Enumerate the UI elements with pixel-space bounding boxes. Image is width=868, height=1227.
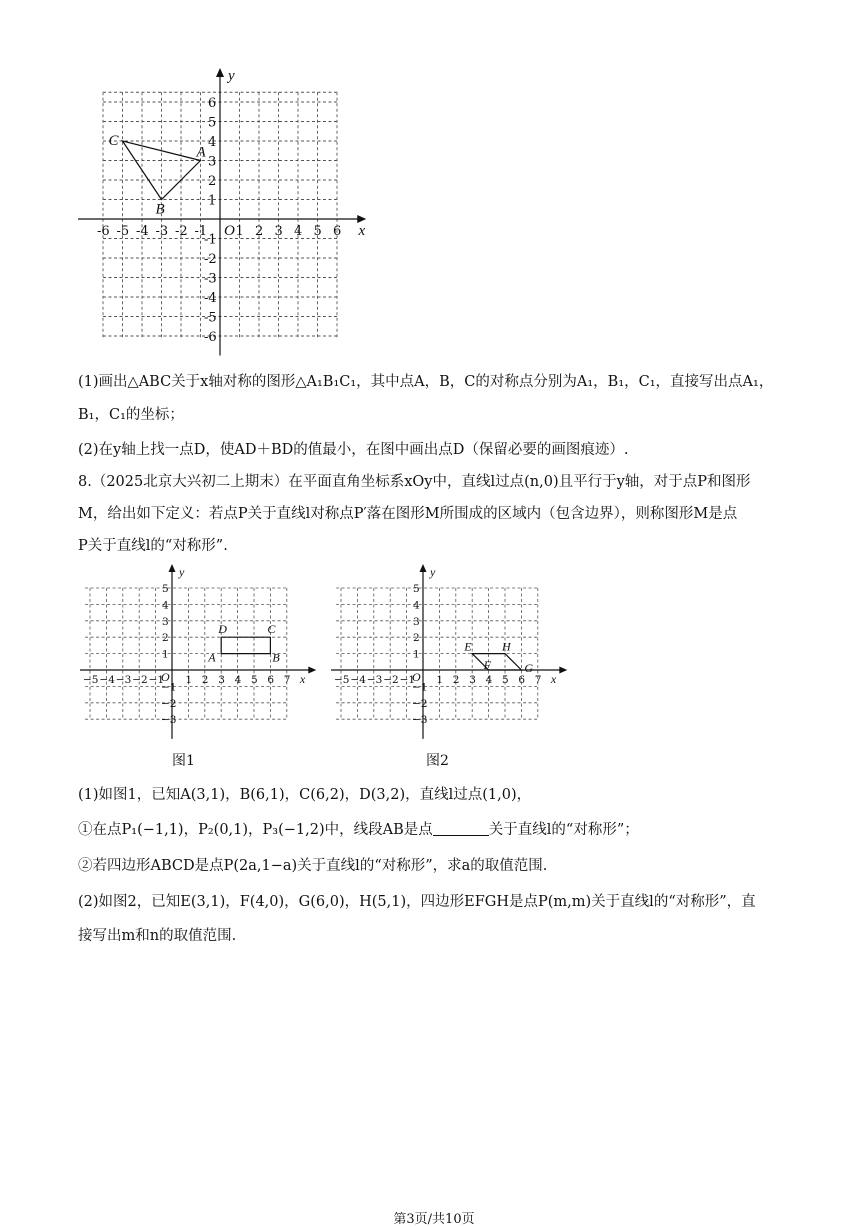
y-axis-arrow bbox=[169, 564, 176, 572]
y-tick-label: 1 bbox=[208, 193, 217, 209]
y-tick-label: 4 bbox=[208, 135, 217, 150]
y-tick-label: −1 bbox=[161, 681, 177, 694]
x-tick-label: -3 bbox=[155, 224, 169, 239]
x-tick-label: 7 bbox=[534, 674, 542, 686]
y-tick-label: -3 bbox=[204, 271, 217, 287]
x-tick-label: 1 bbox=[235, 224, 244, 239]
y-tick-label: -6 bbox=[204, 330, 217, 345]
y-tick-label: 4 bbox=[162, 599, 169, 612]
q8-part1a bbox=[78, 820, 639, 840]
y-axis-label: y bbox=[179, 565, 185, 579]
q8-part1a-post: 关于直线l的“对称形”； bbox=[488, 822, 639, 838]
q8-stem-line1: 8.（2025北京大兴初二上期末）在平面直角坐标系xOy中，直线l过点(n,0)且平行于y轴，对于点P和图形 bbox=[78, 474, 751, 490]
x-axis-label: x bbox=[550, 672, 557, 686]
x-tick-label: −2 bbox=[132, 674, 148, 686]
x-tick-label: −4 bbox=[350, 674, 366, 686]
y-tick-label: 2 bbox=[208, 174, 217, 189]
y-axis-label: y bbox=[430, 565, 436, 579]
x-tick-label: −3 bbox=[115, 674, 132, 686]
vertex-label-g: G bbox=[524, 661, 534, 675]
x-tick-label: -1 bbox=[194, 224, 208, 239]
x-tick-label: 4 bbox=[485, 674, 493, 686]
origin-label: O bbox=[224, 223, 235, 239]
y-tick-label: -4 bbox=[204, 291, 217, 306]
rectangle-abcd bbox=[221, 637, 270, 653]
q8-part1: (1)如图1，已知A(3,1)，B(6,1)，C(6,2)，D(3,2)，直线l过点(1,0)， bbox=[78, 787, 532, 803]
x-tick-label: 6 bbox=[518, 674, 526, 686]
y-tick-label: −3 bbox=[161, 714, 177, 727]
coordinate-figure-top bbox=[70, 66, 380, 366]
x-tick-label: 2 bbox=[201, 674, 209, 686]
vertex-label-c: C bbox=[267, 622, 276, 637]
x-tick-label: 2 bbox=[255, 224, 264, 239]
x-tick-label: 5 bbox=[502, 674, 509, 686]
y-tick-label: 3 bbox=[208, 154, 217, 170]
origin-label: O bbox=[161, 670, 170, 684]
y-tick-label: 2 bbox=[162, 632, 169, 645]
x-tick-label: −3 bbox=[366, 674, 383, 686]
y-tick-label: −2 bbox=[412, 697, 428, 710]
x-tick-label: −5 bbox=[83, 674, 99, 686]
x-axis-arrow bbox=[559, 667, 567, 674]
y-tick-label: 5 bbox=[208, 115, 217, 131]
x-tick-label: 6 bbox=[333, 224, 342, 239]
answer-blank[interactable] bbox=[433, 821, 489, 836]
vertex-label-h: H bbox=[502, 639, 511, 654]
x-tick-label: -2 bbox=[175, 224, 188, 239]
x-tick-label: −2 bbox=[383, 674, 399, 686]
x-tick-label: −5 bbox=[334, 674, 350, 686]
x-tick-label: 3 bbox=[469, 674, 476, 686]
y-axis-arrow bbox=[216, 68, 224, 77]
x-tick-label: -6 bbox=[97, 224, 110, 239]
coordinate-grid-figure-2 bbox=[327, 562, 577, 744]
quadrilateral-efgh bbox=[472, 654, 521, 670]
x-tick-label: 4 bbox=[234, 674, 242, 686]
x-tick-label: −1 bbox=[399, 674, 416, 686]
y-tick-label: 1 bbox=[162, 648, 169, 661]
origin-label: O bbox=[412, 670, 421, 684]
y-tick-label: -1 bbox=[204, 232, 217, 248]
x-tick-label: -5 bbox=[116, 224, 130, 239]
y-tick-label: 4 bbox=[413, 599, 420, 612]
y-tick-label: 2 bbox=[413, 632, 420, 645]
figure-1 bbox=[76, 562, 326, 744]
vertex-label-e: E bbox=[464, 639, 472, 654]
y-tick-label: 5 bbox=[413, 583, 420, 595]
q8-part2: (2)如图2，已知E(3,1)，F(4,0)，G(6,0)，H(5,1)，四边形EFGH是点P(m,m)关于直线l的“对称形”，直 bbox=[78, 894, 756, 910]
y-tick-label: 6 bbox=[208, 96, 217, 111]
vertex-label-f: F bbox=[483, 658, 491, 672]
x-tick-label: 3 bbox=[218, 674, 225, 686]
y-tick-label: 3 bbox=[413, 615, 420, 628]
x-tick-label: −4 bbox=[99, 674, 115, 686]
x-tick-label: 2 bbox=[452, 674, 460, 686]
y-tick-label: −1 bbox=[412, 681, 428, 694]
y-tick-label: -5 bbox=[204, 310, 217, 326]
x-tick-label: −1 bbox=[148, 674, 165, 686]
y-axis-label: y bbox=[228, 68, 235, 84]
y-axis-arrow bbox=[420, 564, 427, 572]
x-tick-label: 6 bbox=[267, 674, 275, 686]
x-tick-label: 4 bbox=[294, 224, 303, 239]
coordinate-grid-top bbox=[70, 66, 380, 366]
q8-stem-line2: M，给出如下定义：若点P关于直线l对称点P′落在图形M所围成的区域内（包含边界），则称图形M是点 bbox=[78, 506, 738, 522]
y-tick-label: −2 bbox=[161, 697, 177, 710]
q7-part2: (2)在y轴上找一点D，使AD＋BD的值最小，在图中画出点D（保留必要的画图痕迹）. bbox=[78, 442, 629, 458]
x-tick-label: 5 bbox=[313, 224, 322, 239]
q8-part1b: ②若四边形ABCD是点P(2a,1−a)关于直线l的“对称形”，求a的取值范围. bbox=[78, 858, 548, 874]
y-tick-label: 1 bbox=[413, 648, 420, 661]
q8-part1a-pre: ①在点P₁(−1,1)，P₂(0,1)，P₃(−1,2)中，线段AB是点 bbox=[78, 822, 433, 838]
x-tick-label: 1 bbox=[185, 674, 193, 686]
figure-1-caption: 图1 bbox=[172, 753, 195, 769]
x-axis-arrow bbox=[308, 667, 316, 674]
figure-2 bbox=[327, 562, 577, 744]
q8-part2-continued: 接写出m和n的取值范围. bbox=[78, 928, 237, 944]
x-tick-label: 3 bbox=[274, 224, 283, 239]
vertex-label-a: A bbox=[208, 650, 216, 665]
x-tick-label: -4 bbox=[136, 224, 149, 239]
q7-part1: (1)画出△ABC关于x轴对称的图形△A₁B₁C₁，其中点A，B，C的对称点分别为A₁，B₁，C₁，直接写出点A₁， bbox=[78, 374, 774, 390]
x-axis-label: x bbox=[299, 672, 306, 686]
x-axis-label: x bbox=[358, 223, 366, 239]
q7-part1-continued: B₁，C₁的坐标； bbox=[78, 407, 184, 423]
vertex-label-c: C bbox=[108, 133, 119, 149]
figure-2-caption: 图2 bbox=[426, 753, 449, 769]
vertex-label-a: A bbox=[196, 144, 206, 161]
vertex-label-b: B bbox=[272, 650, 280, 665]
y-tick-label: 5 bbox=[162, 583, 169, 595]
x-tick-label: 1 bbox=[436, 674, 444, 686]
x-tick-label: 7 bbox=[283, 674, 291, 686]
y-tick-label: −3 bbox=[412, 714, 428, 727]
page-footer: 第3页/共10页 bbox=[393, 1212, 475, 1227]
x-axis-arrow bbox=[357, 215, 366, 223]
y-tick-label: 3 bbox=[162, 615, 169, 628]
y-tick-label: -2 bbox=[204, 252, 217, 267]
vertex-label-d: D bbox=[218, 622, 227, 637]
q8-stem-line3: P关于直线l的“对称形”. bbox=[78, 538, 228, 554]
x-tick-label: 5 bbox=[251, 674, 258, 686]
vertex-label-b: B bbox=[155, 201, 165, 218]
coordinate-grid-figure-1 bbox=[76, 562, 326, 744]
